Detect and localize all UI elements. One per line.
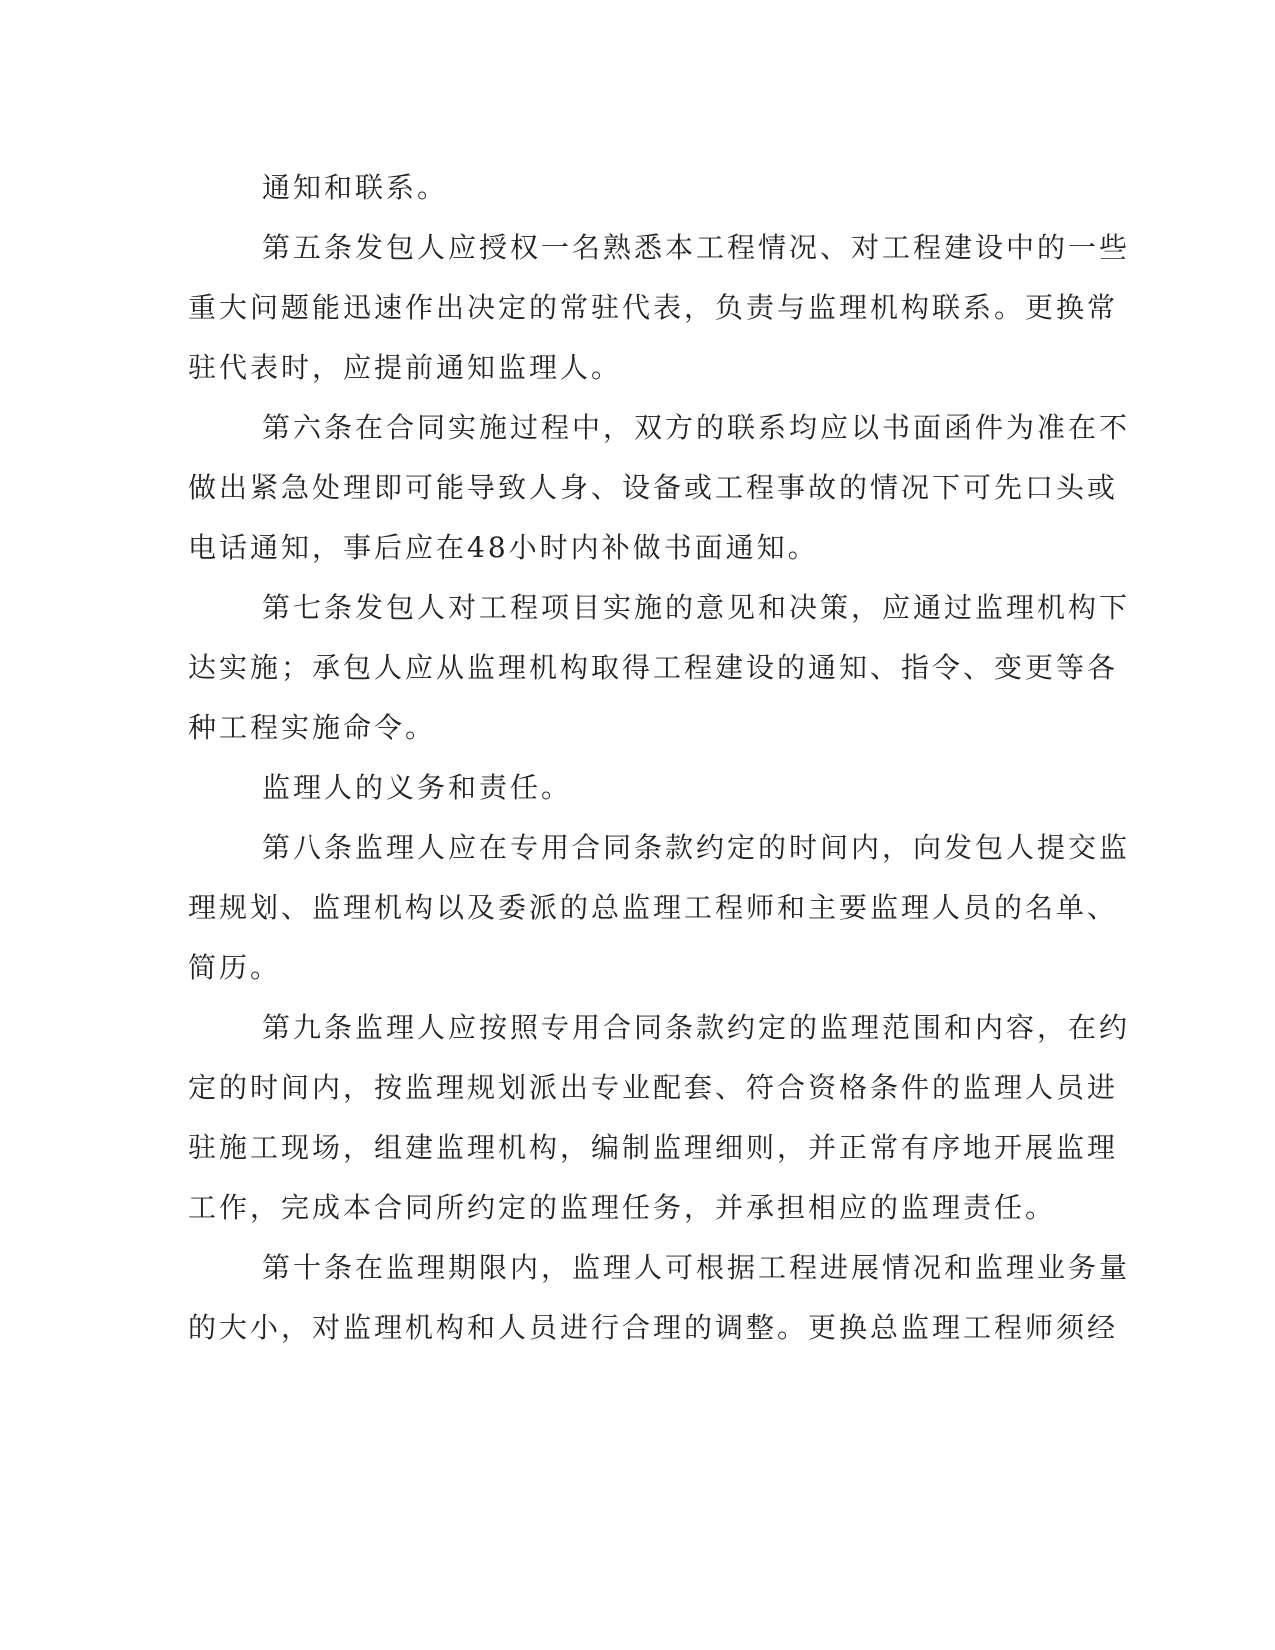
text-line: 第七条发包人对工程项目实施的意见和决策，应通过监理机构下 xyxy=(262,591,1131,624)
text-line: 理规划、监理机构以及委派的总监理工程师和主要监理人员的名单、 xyxy=(188,891,1119,924)
text-line: 监理人的义务和责任。 xyxy=(262,771,573,804)
text-line: 达实施；承包人应从监理机构取得工程建设的通知、指令、变更等各 xyxy=(188,651,1119,684)
paragraph-article-8 xyxy=(188,818,1131,998)
text-line: 第八条监理人应在专用合同条款约定的时间内，向发包人提交监 xyxy=(262,831,1131,864)
text-line: 种工程实施命令。 xyxy=(188,711,437,744)
paragraph-1 xyxy=(188,158,1068,218)
text-line: 驻代表时，应提前通知监理人。 xyxy=(188,351,623,384)
paragraph-article-7 xyxy=(188,578,1131,758)
text-line: 第九条监理人应按照专用合同条款约定的监理范围和内容，在约 xyxy=(262,1011,1131,1044)
text-line: 通知和联系。 xyxy=(262,171,449,204)
section-heading-obligations xyxy=(188,758,1068,818)
text-line: 做出紧急处理即可能导致人身、设备或工程事故的情况下可先口头或 xyxy=(188,471,1119,504)
text-line: 第五条发包人应授权一名熟悉本工程情况、对工程建设中的一些 xyxy=(262,231,1131,264)
text-line: 简历。 xyxy=(188,951,282,984)
paragraph-article-5 xyxy=(188,218,1131,398)
text-line: 工作，完成本合同所约定的监理任务，并承担相应的监理责任。 xyxy=(188,1191,1057,1224)
text-line: 的大小，对监理机构和人员进行合理的调整。更换总监理工程师须经 xyxy=(188,1311,1119,1344)
text-line: 定的时间内，按监理规划派出专业配套、符合资格条件的监理人员进 xyxy=(188,1071,1119,1104)
text-line: 第十条在监理期限内，监理人可根据工程进展情况和监理业务量 xyxy=(262,1251,1131,1284)
paragraph-article-9 xyxy=(188,998,1131,1238)
document-body xyxy=(188,158,1131,1358)
text-line: 重大问题能迅速作出决定的常驻代表，负责与监理机构联系。更换常 xyxy=(188,291,1119,324)
paragraph-article-6 xyxy=(188,398,1131,578)
text-line: 电话通知，事后应在48小时内补做书面通知。 xyxy=(188,531,819,564)
text-line: 第六条在合同实施过程中，双方的联系均应以书面函件为准在不 xyxy=(262,411,1131,444)
text-line: 驻施工现场，组建监理机构，编制监理细则，并正常有序地开展监理 xyxy=(188,1131,1119,1164)
paragraph-article-10 xyxy=(188,1238,1131,1358)
